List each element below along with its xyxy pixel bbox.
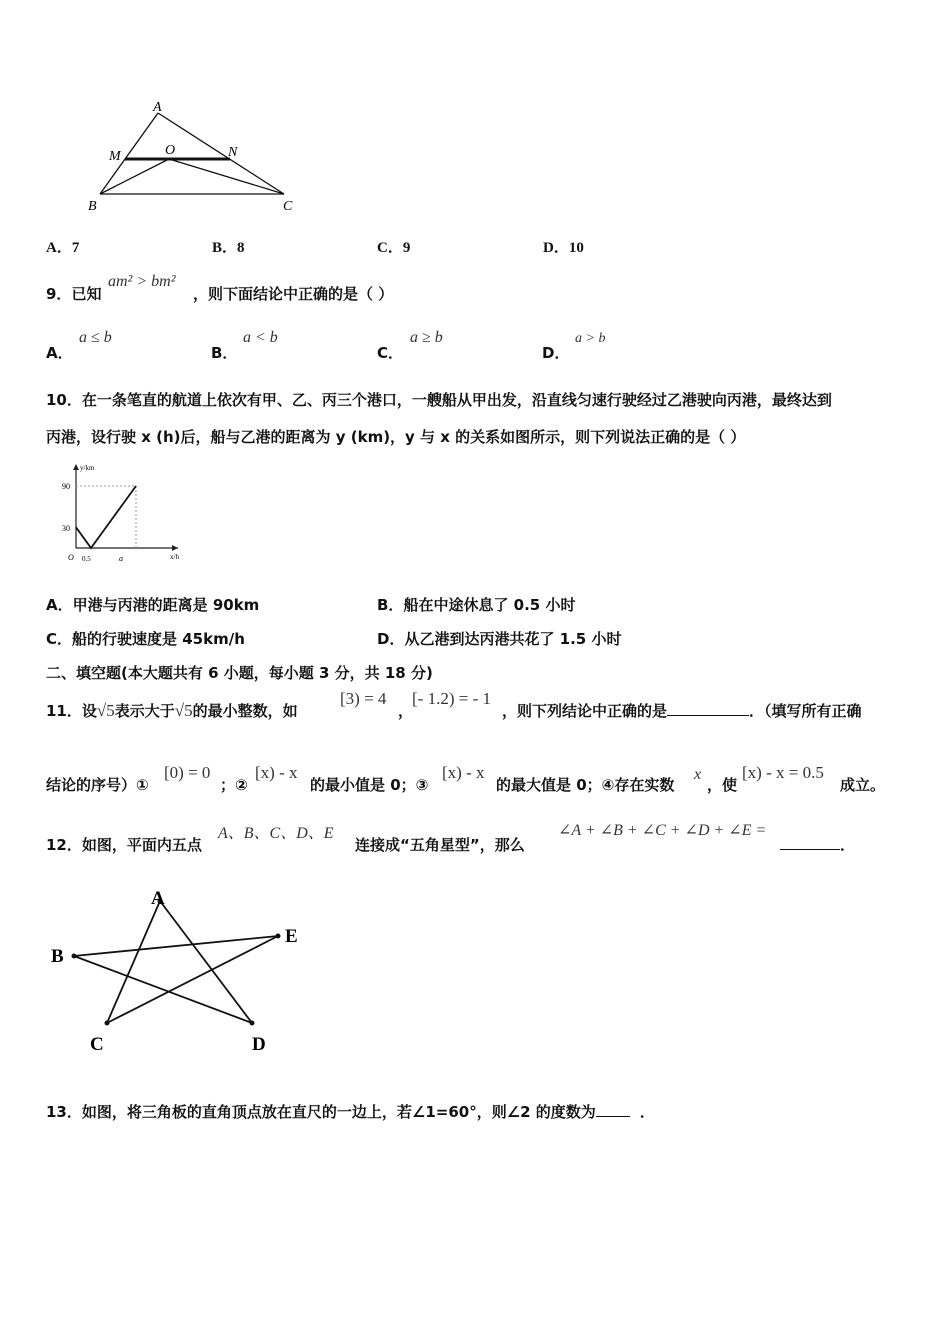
q11-answer-blank[interactable] xyxy=(667,701,749,716)
q13-stem: 13．如图，将三角板的直角顶点放在直尺的一边上，若∠1=60°，则∠2 的度数为 ． xyxy=(46,1103,655,1121)
q11-line1-tail: ，则下列结论中正确的是 ．（填写所有正确 xyxy=(502,702,862,720)
q12-stem-a: 12．如图，平面内五点 xyxy=(46,836,202,854)
q9-condition: am² > bm² xyxy=(108,273,176,290)
q10-option-a: A．甲港与丙港的距离是 90km xyxy=(46,596,260,614)
q11-formula-1: [0) = 0 xyxy=(164,763,211,782)
q11-formula-5: [x) - x = 0.5 xyxy=(742,763,824,782)
q11-formula-4: x xyxy=(694,766,702,783)
q9-option-b-letter: B． xyxy=(211,344,238,362)
q10-option-c: C．船的行驶速度是 45km/h xyxy=(46,630,245,648)
q11-comma: ， xyxy=(398,702,414,720)
label-N: N xyxy=(228,145,238,160)
q11-example-2: [- 1.2) = - 1 xyxy=(412,689,491,708)
q10-option-b: B．船在中途休息了 0.5 小时 xyxy=(377,596,576,614)
origin-label: O xyxy=(68,553,74,562)
q10-stem-line2: 丙港，设行驶 x (h)后，船与乙港的距离为 y (km)，y 与 x 的关系如图所示，则下列说法正确的是（ ） xyxy=(46,428,746,446)
triangle-figure xyxy=(85,98,305,216)
q9-option-d-letter: D． xyxy=(542,344,570,362)
q11-line2-b: ；② xyxy=(220,776,248,794)
q9-option-c-letter: C． xyxy=(377,344,404,362)
star-label-E: E xyxy=(285,926,298,947)
y-30-label: 30 xyxy=(62,524,70,533)
section-heading: 二、填空题(本大题共有 6 小题，每小题 3 分，共 18 分) xyxy=(46,664,433,682)
sqrt5-b: √5 xyxy=(174,701,193,720)
q11-line1: 11．设√5表示大于√5的最小整数，如 xyxy=(46,701,298,720)
q12-points: A、B、C、D、E xyxy=(218,825,334,842)
q12-stem-b: 连接成“五角星型”，那么 xyxy=(355,836,525,854)
label-B: B xyxy=(88,199,97,214)
q11-formula-3: [x) - x xyxy=(442,763,485,782)
label-A: A xyxy=(153,100,162,115)
y-axis-label: y/km xyxy=(80,464,95,472)
q11-line2-d: 的最大值是 0；④存在实数 xyxy=(496,776,675,794)
label-C: C xyxy=(283,199,293,214)
q9-option-b: a < b xyxy=(243,329,278,346)
q9-option-a: a ≤ b xyxy=(79,329,112,346)
q11-line2-a: 结论的序号）① xyxy=(46,776,149,794)
q8-option-d: D．10 xyxy=(543,240,584,256)
label-O: O xyxy=(165,143,176,158)
q11-line2-c: 的最小值是 0；③ xyxy=(310,776,429,794)
label-M: M xyxy=(109,149,121,164)
q9-option-c: a ≥ b xyxy=(410,329,443,346)
x-05-label: 0.5 xyxy=(82,555,91,563)
q11-formula-2: [x) - x xyxy=(255,763,298,782)
q13-answer-blank[interactable] xyxy=(596,1102,630,1117)
star-label-D: D xyxy=(252,1034,266,1055)
star-label-B: B xyxy=(51,946,64,967)
q8-option-c: C．9 xyxy=(377,240,411,256)
x-a-label: a xyxy=(119,554,123,563)
q8-option-b: B．8 xyxy=(212,240,245,256)
q11-line2-e: ，使 xyxy=(707,776,738,794)
q9-option-a-letter: A． xyxy=(46,344,73,362)
q11-line2-f: 成立。 xyxy=(840,776,886,794)
q10-option-d: D．从乙港到达丙港共花了 1.5 小时 xyxy=(377,630,622,648)
x-axis-label: x/h xyxy=(170,553,179,561)
star-figure xyxy=(45,880,315,1060)
distance-time-graph xyxy=(60,460,182,566)
star-label-A: A xyxy=(151,888,165,909)
sqrt5-a: √5 xyxy=(96,701,115,720)
q9-stem-suffix: ，则下面结论中正确的是（ ） xyxy=(193,285,394,303)
q12-angle-sum: ∠A + ∠B + ∠C + ∠D + ∠E = xyxy=(558,822,767,839)
y-90-label: 90 xyxy=(62,482,70,491)
q11-example-1: [3) = 4 xyxy=(340,689,387,708)
star-label-C: C xyxy=(90,1034,104,1055)
q9-stem: 9．已知 xyxy=(46,285,102,303)
graph-line xyxy=(76,486,136,548)
q12-answer-blank[interactable] xyxy=(780,835,840,850)
q9-option-d: a > b xyxy=(575,331,606,346)
q10-stem-line1: 10．在一条笔直的航道上依次有甲、乙、丙三个港口，一艘船从甲出发，沿直线匀速行驶经过乙港驶向丙港，最终达到 xyxy=(46,391,832,409)
q12-stem-end: ． xyxy=(780,834,855,855)
q8-option-a: A．7 xyxy=(46,240,80,256)
